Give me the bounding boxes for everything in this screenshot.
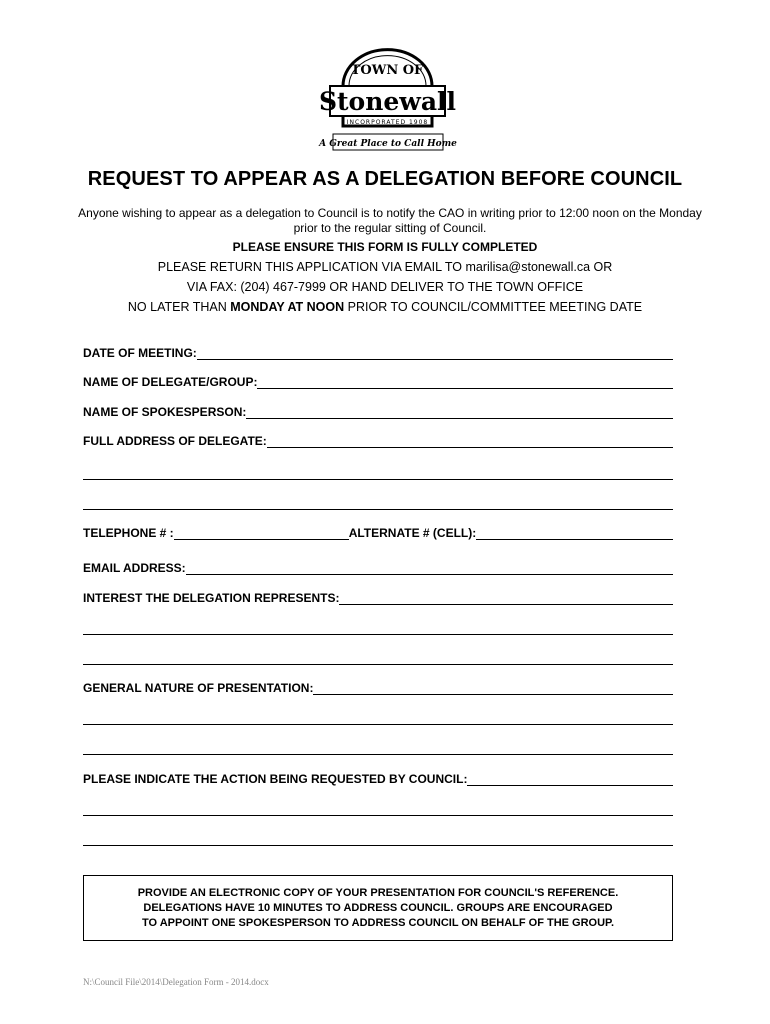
notice-box — [83, 875, 673, 941]
address-blank-line-2[interactable] — [83, 509, 673, 510]
full-address-label: FULL ADDRESS OF DELEGATE: — [83, 434, 267, 448]
ensure-complete-text: PLEASE ENSURE THIS FORM IS FULLY COMPLETED — [232, 240, 538, 254]
interest-label: INTEREST THE DELEGATION REPRESENTS: — [83, 591, 340, 605]
action-blank-line-2[interactable] — [83, 845, 673, 846]
logo-tagline: A Great Place to Call Home — [319, 139, 457, 149]
nature-line[interactable] — [313, 682, 673, 695]
action-line[interactable] — [467, 773, 673, 786]
name-of-delegate-line[interactable] — [257, 376, 673, 389]
interest-line[interactable] — [339, 592, 673, 605]
deadline-text — [0, 300, 770, 314]
notice-line-1: PROVIDE AN ELECTRONIC COPY OF YOUR PRESENTATION FOR COUNCIL'S REFERENCE. — [137, 886, 619, 899]
alternate-line[interactable] — [476, 527, 673, 540]
email-line[interactable] — [186, 562, 673, 575]
name-of-spokesperson-line[interactable] — [246, 406, 673, 419]
nature-label: GENERAL NATURE OF PRESENTATION: — [83, 681, 314, 695]
address-blank-line-1[interactable] — [83, 479, 673, 480]
email-label: EMAIL ADDRESS: — [83, 561, 186, 575]
nature-blank-line-1[interactable] — [83, 724, 673, 725]
date-of-meeting-label: DATE OF MEETING: — [83, 346, 197, 360]
notice-line-3: TO APPOINT ONE SPOKESPERSON TO ADDRESS COUNCIL ON BEHALF OF THE GROUP. — [141, 916, 615, 929]
name-of-delegate-field — [83, 373, 673, 389]
deadline-before: NO LATER THAN — [127, 300, 231, 314]
name-of-delegate-label: NAME OF DELEGATE/GROUP: — [83, 375, 258, 389]
deadline-after: PRIOR TO COUNCIL/COMMITTEE MEETING DATE — [344, 300, 643, 314]
alternate-label: ALTERNATE # (CELL): — [348, 526, 477, 540]
interest-blank-line-1[interactable] — [83, 634, 673, 635]
telephone-line[interactable] — [174, 527, 349, 540]
email-field — [83, 559, 673, 575]
telephone-label: TELEPHONE # : — [83, 526, 174, 540]
intro-text: Anyone wishing to appear as a delegation to Council is to notify the CAO in writing prior to 12:00 noon on the Monday prior to the regular sitting of Council. — [78, 206, 702, 235]
telephone-field — [83, 524, 673, 540]
full-address-line[interactable] — [267, 435, 673, 448]
form-title: REQUEST TO APPEAR AS A DELEGATION BEFORE COUNCIL — [87, 168, 683, 190]
return-email-text: PLEASE RETURN THIS APPLICATION VIA EMAIL TO marilisa@stonewall.ca OR — [157, 260, 613, 274]
name-of-spokesperson-label: NAME OF SPOKESPERSON: — [83, 405, 247, 419]
deadline-bold: MONDAY AT NOON — [230, 300, 345, 314]
date-of-meeting-line[interactable] — [197, 347, 673, 360]
town-logo — [315, 44, 460, 156]
logo-sub-text: INCORPORATED 1908 — [346, 119, 429, 126]
logo-name: Stonewall — [318, 87, 457, 116]
file-path-footer: N:\Council File\2014\Delegation Form - 2014.docx — [83, 977, 269, 987]
action-field — [83, 770, 673, 786]
nature-field — [83, 679, 673, 695]
interest-blank-line-2[interactable] — [83, 664, 673, 665]
nature-blank-line-2[interactable] — [83, 754, 673, 755]
logo-top-text: TOWN OF — [350, 63, 424, 78]
notice-line-2: DELEGATIONS HAVE 10 MINUTES TO ADDRESS COUNCIL. GROUPS ARE ENCOURAGED — [143, 901, 613, 914]
name-of-spokesperson-field — [83, 403, 673, 419]
action-blank-line-1[interactable] — [83, 815, 673, 816]
action-label: PLEASE INDICATE THE ACTION BEING REQUESTED BY COUNCIL: — [83, 772, 468, 786]
full-address-field — [83, 432, 673, 448]
date-of-meeting-field — [83, 344, 673, 360]
interest-field — [83, 589, 673, 605]
stonewall-logo-image — [315, 44, 460, 156]
fax-text: VIA FAX: (204) 467-7999 OR HAND DELIVER TO THE TOWN OFFICE — [186, 280, 584, 294]
